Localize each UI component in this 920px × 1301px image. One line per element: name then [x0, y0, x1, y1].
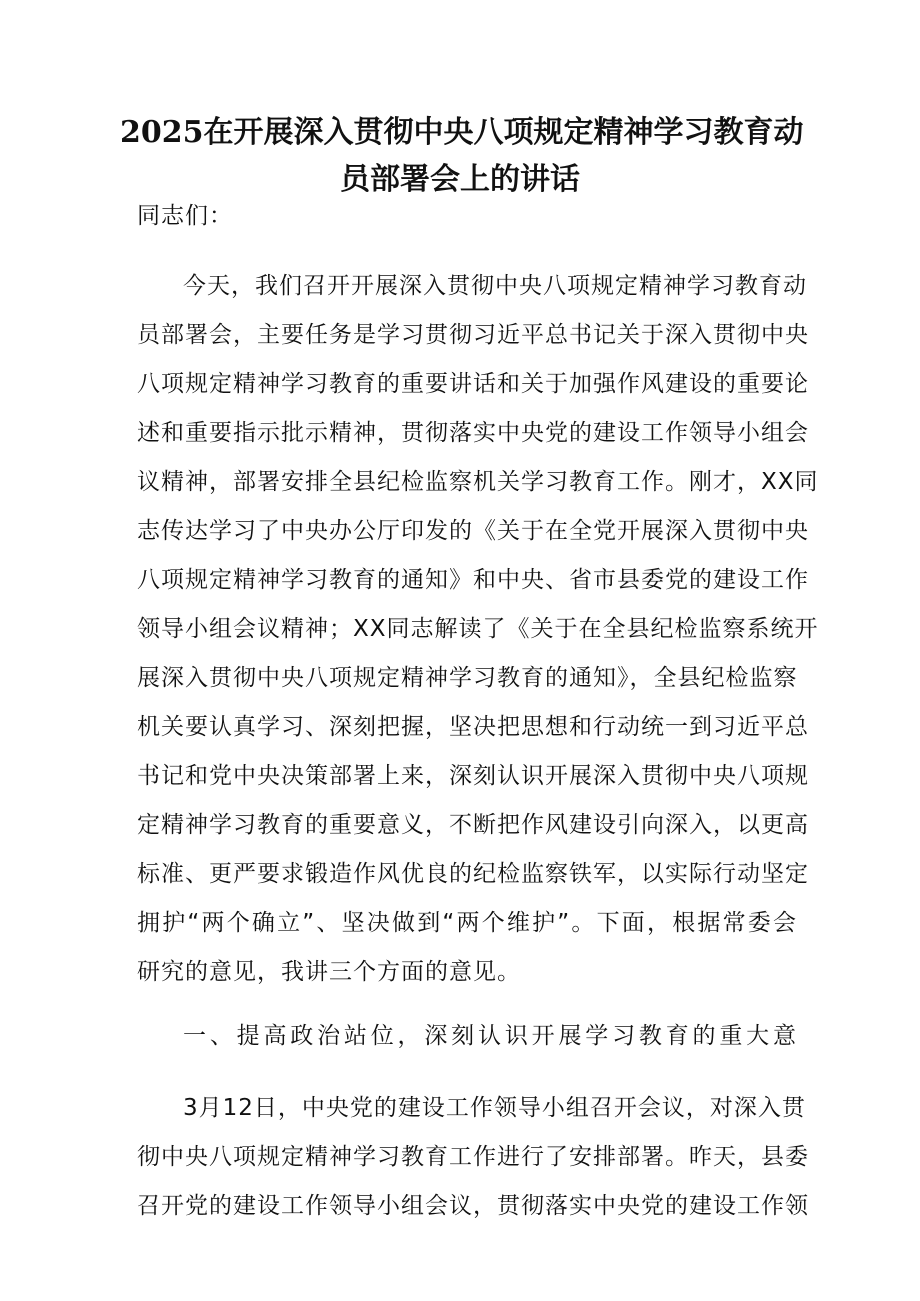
paragraph-1-line: 书记和党中央决策部署上来，深刻认识开展深入贯彻中央八项规: [137, 763, 809, 789]
paragraph-1-line: 议精神，部署安排全县纪检监察机关学习教育工作。刚才，XX同: [137, 469, 819, 495]
salutation: 同志们：: [137, 203, 233, 229]
paragraph-1-line: 研究的意见，我讲三个方面的意见。: [137, 959, 521, 985]
paragraph-1-line: 今天，我们召开开展深入贯彻中央八项规定精神学习教育动: [183, 273, 807, 299]
paragraph-1-line: 标准、更严要求锻造作风优良的纪检监察铁军，以实际行动坚定: [137, 861, 809, 887]
paragraph-1-line: 八项规定精神学习教育的重要讲话和关于加强作风建设的重要论: [137, 371, 809, 397]
section-heading-1: 一、提高政治站位，深刻认识开展学习教育的重大意: [183, 1023, 797, 1049]
paragraph-1-line: 八项规定精神学习教育的通知》和中央、省市县委党的建设工作: [137, 567, 809, 593]
paragraph-1-line: 述和重要指示批示精神，贯彻落实中央党的建设工作领导小组会: [137, 420, 809, 446]
paragraph-1-line: 定精神学习教育的重要意义，不断把作风建设引向深入，以更高: [137, 812, 809, 838]
paragraph-2-line: 3月12日，中央党的建设工作领导小组召开会议，对深入贯: [183, 1095, 806, 1121]
paragraph-1-line: 员部署会，主要任务是学习贯彻习近平总书记关于深入贯彻中央: [137, 322, 809, 348]
paragraph-1-line: 拥护“两个确立”、坚决做到“两个维护”。下面，根据常委会: [137, 910, 797, 936]
paragraph-1-line: 领导小组会议精神；XX同志解读了《关于在全县纪检监察系统开: [137, 616, 819, 642]
paragraph-2-line: 召开党的建设工作领导小组会议，贯彻落实中央党的建设工作领: [137, 1193, 809, 1219]
document-title-line-1: 2025在开展深入贯彻中央八项规定精神学习教育动: [120, 115, 804, 150]
paragraph-1-line: 志传达学习了中央办公厅印发的《关于在全党开展深入贯彻中央: [137, 518, 809, 544]
paragraph-1-line: 机关要认真学习、深刻把握，坚决把思想和行动统一到习近平总: [137, 714, 809, 740]
paragraph-2-line: 彻中央八项规定精神学习教育工作进行了安排部署。昨天，县委: [137, 1144, 809, 1170]
document-title-line-2: 员部署会上的讲话: [340, 162, 580, 197]
paragraph-1-line: 展深入贯彻中央八项规定精神学习教育的通知》，全县纪检监察: [137, 665, 798, 691]
